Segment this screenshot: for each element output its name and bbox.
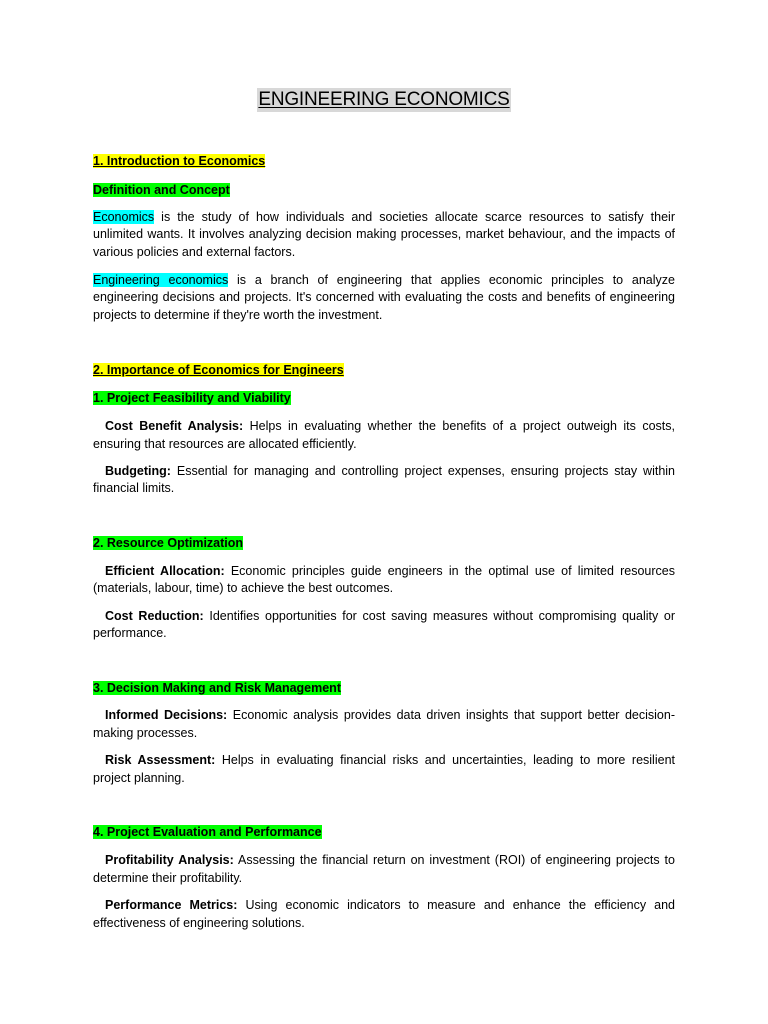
term-economics: Economics	[93, 209, 155, 224]
section-intro-heading-row	[93, 153, 675, 171]
term-performance-metrics: Performance Metrics:	[105, 898, 238, 912]
item-cost-reduction	[93, 608, 675, 643]
item-profitability	[93, 852, 675, 887]
text-profitability: Assessing the financial return on investment (ROI) of engineering projects to determine their profitability.	[93, 853, 675, 885]
term-cost-reduction: Cost Reduction:	[105, 608, 204, 623]
item-budgeting	[93, 463, 675, 498]
item-performance-metrics	[93, 897, 675, 932]
subheading-decision: 3. Decision Making and Risk Management	[93, 681, 341, 695]
title-container	[0, 88, 768, 112]
text-cost-benefit: Helps in evaluating whether the benefits of a project outweigh its costs, ensuring that resources are allocated efficiently.	[93, 419, 676, 451]
subheading-evaluation: 4. Project Evaluation and Performance	[93, 825, 322, 839]
item-cost-benefit	[93, 418, 675, 453]
text-cost-reduction: Identifies opportunities for cost saving measures without compromising quality or performance.	[93, 608, 675, 640]
subheading-resource: 2. Resource Optimization	[93, 536, 244, 550]
subheading-feasibility: 1. Project Feasibility and Viability	[93, 391, 291, 405]
subheading-definition: Definition and Concept	[93, 183, 230, 197]
subheading-row-evaluation	[93, 824, 675, 842]
item-efficient-allocation	[93, 563, 675, 598]
section-heading-importance: 2. Importance of Economics for Engineers	[93, 363, 344, 377]
item-risk-assessment	[93, 752, 675, 787]
term-profitability: Profitability Analysis:	[105, 853, 234, 867]
term-risk-assessment: Risk Assessment:	[105, 753, 216, 767]
term-informed-decisions: Informed Decisions:	[105, 708, 228, 722]
paragraph-engineering-economics	[93, 272, 675, 325]
section-heading-intro: 1. Introduction to Economics	[93, 154, 266, 168]
paragraph-economics-text: is the study of how individuals and societies allocate scarce resources to satisfy their unlimited wants. It involves analyzing decision making processes, market behaviour, and the impacts of various policies and external factors.	[93, 209, 675, 259]
text-efficient-allocation: Economic principles guide engineers in the optimal use of limited resources (materials, labour, time) to achieve the best outcomes.	[93, 563, 676, 595]
document-title: ENGINEERING ECONOMICS	[258, 89, 510, 110]
term-cost-benefit: Cost Benefit Analysis:	[105, 419, 244, 433]
text-budgeting: Essential for managing and controlling project expenses, ensuring projects stay within financial limits.	[93, 463, 675, 495]
term-budgeting: Budgeting:	[105, 463, 171, 478]
item-informed-decisions	[93, 707, 675, 742]
subheading-row-definition	[93, 182, 675, 200]
section-importance-heading-row	[93, 362, 675, 380]
subheading-row-decision	[93, 680, 675, 698]
subheading-row-feasibility	[93, 390, 675, 408]
term-efficient-allocation: Efficient Allocation:	[105, 563, 225, 578]
term-engineering-economics: Engineering economics	[93, 272, 229, 287]
text-informed-decisions: Economic analysis provides data driven insights that support better decision-making processes.	[93, 708, 675, 740]
text-performance-metrics: Using economic indicators to measure and enhance the efficiency and effectiveness of engineering solutions.	[93, 898, 675, 930]
subheading-row-resource	[93, 535, 675, 553]
paragraph-economics	[93, 209, 675, 262]
paragraph-engineering-economics-text: is a branch of engineering that applies economic principles to analyze engineering decisions and projects. It's concerned with evaluating the costs and benefits of engineering projects to determine if they're worth the investment.	[93, 272, 675, 322]
text-risk-assessment: Helps in evaluating financial risks and uncertainties, leading to more resilient project planning.	[93, 753, 675, 785]
